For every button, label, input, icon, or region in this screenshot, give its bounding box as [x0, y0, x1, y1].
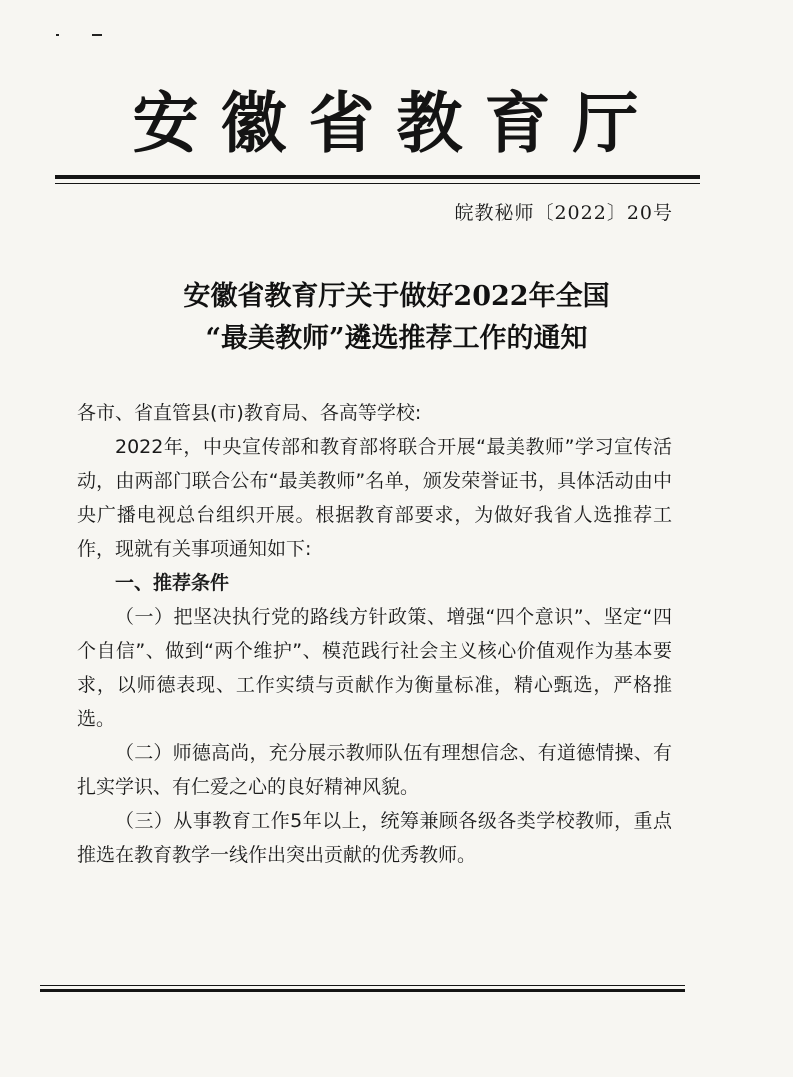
- notice-title-line1: 安徽省教育厅关于做好2022年全国: [183, 281, 610, 312]
- header-divider: [55, 175, 700, 184]
- section-heading: 一、推荐条件: [115, 572, 230, 594]
- document-number: 皖教秘师〔2022〕20号: [454, 202, 673, 224]
- scan-mark: [56, 30, 106, 42]
- notice-title-line2: “最美教师”遴选推荐工作的通知: [205, 323, 588, 354]
- condition-item-2: （二）师德高尚，充分展示教师队伍有理想信念、有道德情操、有扎实学识、有仁爱之心的良好精神风貌。: [77, 742, 672, 798]
- salutation: 各市、省直管县(市)教育局、各高等学校:: [77, 402, 422, 424]
- intro-paragraph: 2022年，中央宣传部和教育部将联合开展“最美教师”学习宣传活动，由两部门联合公布“最美教师”名单，颁发荣誉证书，具体活动由中央广播电视总台组织开展。根据教育部要求，为做好我省人选推荐工作，现就有关事项通知如下:: [77, 436, 672, 560]
- footer-divider: [40, 985, 685, 992]
- notice-title: [0, 276, 793, 360]
- agency-header-title: 安徽省教育厅: [132, 84, 661, 162]
- condition-item-1: （一）把坚决执行党的路线方针政策、增强“四个意识”、坚定“四个自信”、做到“两个维护”、模范践行社会主义核心价值观作为基本要求，以师德表现、工作实绩与贡献作为衡量标准，精心甄选，严格推选。: [77, 606, 672, 730]
- condition-item-3: （三）从事教育工作5年以上，统筹兼顾各级各类学校教师，重点推选在教育教学一线作出突出贡献的优秀教师。: [77, 810, 672, 866]
- notice-body: [77, 396, 672, 872]
